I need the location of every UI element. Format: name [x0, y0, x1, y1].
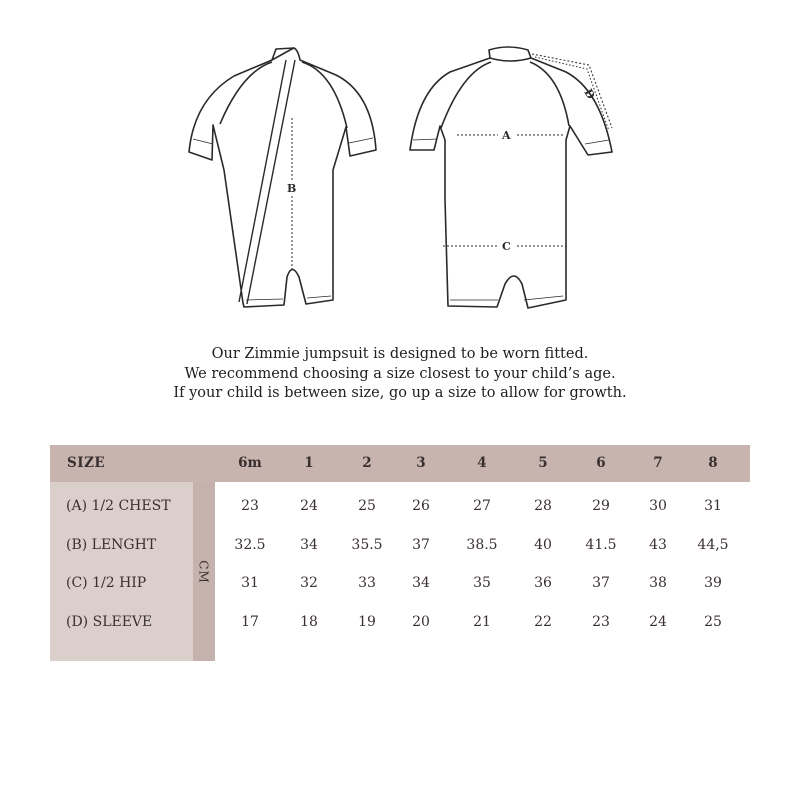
row-label-sleeve: (D) SLEEVE — [66, 614, 153, 630]
table-cell: 32.5 — [234, 537, 266, 553]
table-cell: 36 — [534, 575, 552, 591]
table-cell: 41.5 — [585, 537, 617, 553]
measure-label-c: C — [502, 240, 511, 253]
unit-label: CM — [197, 559, 211, 584]
row-label-hip: (C) 1/2 HIP — [66, 575, 147, 591]
table-cell: 20 — [412, 614, 430, 630]
measure-label-a: A — [502, 129, 511, 142]
table-cell: 37 — [592, 575, 610, 591]
measure-label-b: B — [287, 182, 297, 195]
size-col-8: 8 — [708, 455, 718, 471]
table-cell: 25 — [358, 498, 376, 514]
row-label-length: (B) LENGHT — [66, 537, 157, 553]
unit-column — [193, 482, 215, 661]
fit-note-line-1: Our Zimmie jumpsuit is designed to be worn fitted. — [211, 346, 589, 362]
table-cell: 30 — [649, 498, 667, 514]
row-label-chest: (A) 1/2 CHEST — [66, 498, 171, 514]
garment-illustration — [0, 0, 800, 330]
table-cell: 25 — [704, 614, 722, 630]
size-col-1: 1 — [304, 455, 314, 471]
table-cell: 18 — [300, 614, 318, 630]
size-col-7: 7 — [653, 455, 663, 471]
table-cell: 24 — [649, 614, 667, 630]
size-col-6m: 6m — [238, 455, 262, 471]
table-cell: 21 — [473, 614, 491, 630]
table-cell: 38.5 — [466, 537, 498, 553]
fit-note-line-3: If your child is between size, go up a size to allow for growth. — [173, 385, 627, 401]
table-cell: 40 — [534, 537, 552, 553]
table-cell: 43 — [649, 537, 667, 553]
size-col-2: 2 — [362, 455, 372, 471]
size-col-5: 5 — [538, 455, 548, 471]
table-cell: 33 — [358, 575, 376, 591]
table-cell: 35 — [473, 575, 491, 591]
back-view-drawing — [410, 47, 612, 308]
table-cell: 24 — [300, 498, 318, 514]
table-cell: 19 — [358, 614, 376, 630]
table-cell: 39 — [704, 575, 722, 591]
size-header-label: SIZE — [67, 455, 106, 471]
table-cell: 23 — [592, 614, 610, 630]
fit-note — [0, 345, 800, 404]
fit-note-line-2: We recommend choosing a size closest to your child’s age. — [184, 365, 616, 382]
measure-line-d — [532, 54, 612, 128]
table-cell: 34 — [412, 575, 430, 591]
table-cell: 34 — [300, 537, 318, 553]
size-chart-table — [50, 445, 750, 661]
table-cell: 26 — [412, 498, 430, 514]
table-header-row — [50, 445, 750, 482]
table-cell: 22 — [534, 614, 552, 630]
table-cell: 44,5 — [697, 537, 729, 553]
table-cell: 27 — [473, 498, 491, 514]
table-cell: 23 — [241, 498, 259, 514]
size-col-6: 6 — [596, 455, 606, 471]
table-cell: 31 — [704, 498, 722, 514]
size-col-4: 4 — [477, 455, 487, 471]
table-cell: 31 — [241, 575, 259, 591]
table-cell: 35.5 — [351, 537, 383, 553]
front-view-drawing — [189, 48, 376, 307]
table-cell: 17 — [241, 614, 259, 630]
table-cell: 32 — [300, 575, 318, 591]
table-cell: 37 — [412, 537, 430, 553]
measure-label-d: D — [581, 86, 598, 102]
size-col-3: 3 — [416, 455, 426, 471]
table-cell: 38 — [649, 575, 667, 591]
table-cell: 29 — [592, 498, 610, 514]
table-cell: 28 — [534, 498, 552, 514]
